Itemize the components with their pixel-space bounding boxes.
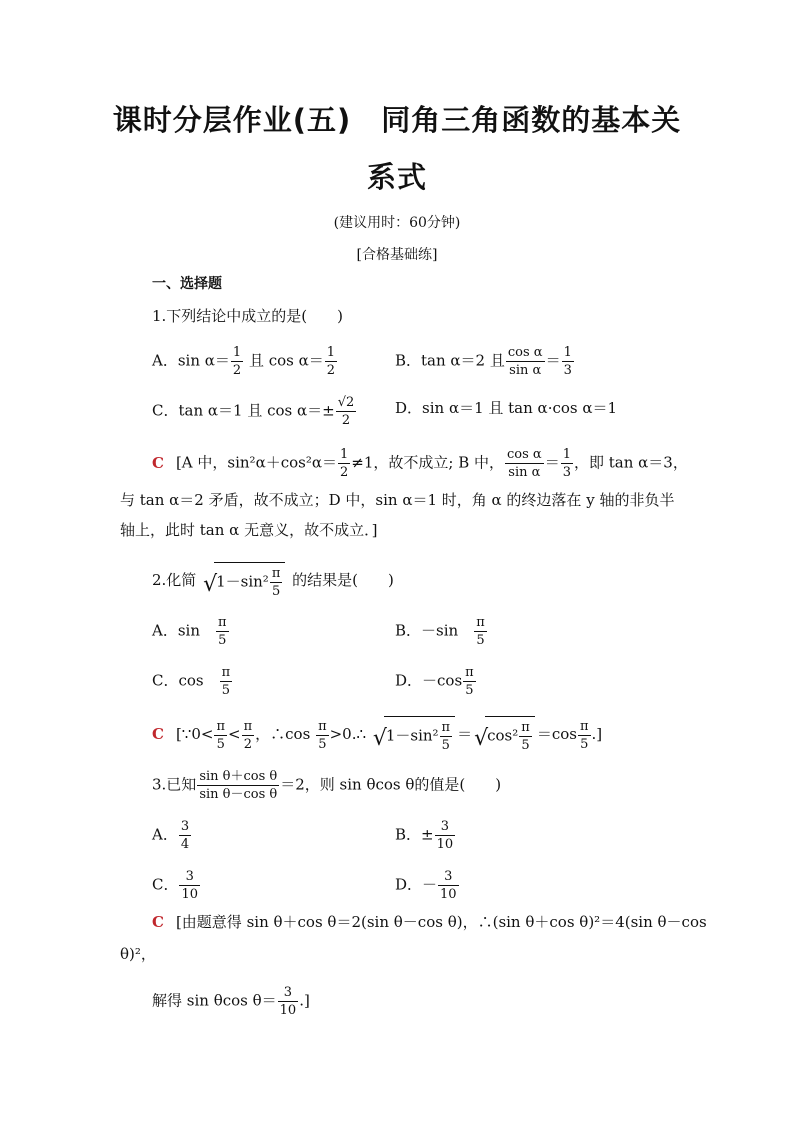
q1-explanation-line1: C [A 中，sin²α＋cos²α＝ $\frac{1}{2}$ ≠1，故不成立; B 中， $\frac{\text{cos α}}{\text{sin α}}$ ＝ $\frac{1}{3}$ ，即 tan α＝3， (152, 447, 688, 480)
q3-explanation-line2: θ)²， (120, 945, 156, 963)
q1-stem: 1.下列结论中成立的是( ) (152, 307, 344, 325)
fraction: $\frac{\pi}{5}$ (318, 718, 327, 752)
fraction: $\frac{3}{4}$ (180, 819, 190, 852)
fraction: $\frac{1}{2}$ (232, 345, 242, 378)
q3-explanation-line3: 解得 sin θcos θ＝ $\frac{3}{10}$ .] (152, 985, 310, 1018)
q2-stem: 2.化简 √ 1－sin² $\frac{\pi}{5}$ 的结果是( ) (152, 562, 394, 600)
fraction: $\frac{\text{cos α}}{\text{sin α}}$ (507, 345, 543, 378)
fraction: $\frac{3}{10}$ (181, 869, 199, 902)
q1-option-a: A．sin α＝ $\frac{1}{2}$ 且 cos α＝ $\frac{1}{2}$ (152, 345, 336, 378)
fraction: $\frac{\text{cos α}}{\text{sin α}}$ (507, 447, 542, 480)
q3-option-b: B．± $\frac{3}{10}$ (395, 819, 454, 852)
fraction: $\frac{3}{10}$ (279, 985, 297, 1018)
q3-option-a: A． $\frac{3}{4}$ (152, 819, 190, 852)
q1-option-d: D．sin α＝1 且 tan α·cos α＝1 (395, 399, 618, 417)
fraction: $\frac{\pi}{2}$ (243, 718, 253, 752)
radical: √ cos² $\frac{\pi}{5}$ (474, 716, 535, 754)
answer-letter: C (152, 913, 164, 931)
radical: √ 1－sin² $\frac{\pi}{5}$ (203, 562, 285, 600)
fraction: $\frac{3}{10}$ (440, 869, 457, 902)
fraction: $\frac{\pi}{5}$ (441, 720, 451, 753)
q3-stem: 3.已知 $\frac{\text{sin θ＋cos θ}}{\text{sin θ－cos θ}}$ ＝2，则 sin θcos θ的值是( ) (152, 769, 502, 802)
fraction: $\frac{√2}{2}$ (337, 395, 355, 428)
q1-explanation-line2: 与 tan α＝2 矛盾，故不成立；D 中，sin α＝1 时，角 α 的终边落在 y 轴的非负半 (120, 491, 675, 509)
fraction: $\frac{\pi}{5}$ (216, 718, 226, 752)
fraction: $\frac{\pi}{5}$ (221, 665, 231, 698)
fraction: $\frac{\pi}{5}$ (579, 718, 589, 752)
q3-explanation-line1: C [由题意得 sin θ＋cos θ＝2(sin θ－cos θ)，∴(sin θ＋cos θ)²＝4(sin θ－cos (152, 913, 707, 931)
q2-option-a: A．sin $\frac{\pi}{5}$ (152, 615, 227, 648)
q2-option-d: D．－cos $\frac{\pi}{5}$ (395, 665, 474, 698)
page-title-line1: 课时分层作业(五) 同角三角函数的基本关 (112, 103, 682, 137)
section-tag: [合格基础练] (356, 247, 438, 263)
fraction: $\frac{\pi}{5}$ (476, 615, 485, 648)
answer-letter: C (152, 453, 164, 472)
fraction: $\frac{1}{2}$ (339, 447, 349, 480)
radical: √ 1－sin² $\frac{\pi}{5}$ (373, 716, 455, 754)
q3-option-d: D．－ $\frac{3}{10}$ (395, 869, 457, 902)
q1-option-c: C．tan α＝1 且 cos α＝± $\frac{√2}{2}$ (152, 395, 355, 428)
answer-letter: C (152, 725, 164, 743)
q2-option-c: C．cos $\frac{\pi}{5}$ (152, 665, 231, 698)
q2-option-b: B．－sin $\frac{\pi}{5}$ (395, 615, 485, 648)
fraction: $\frac{\pi}{5}$ (271, 566, 281, 599)
fraction: $\frac{1}{3}$ (563, 345, 572, 378)
fraction: $\frac{3}{10}$ (436, 819, 454, 852)
part-heading: 一、选择题 (152, 276, 222, 292)
fraction: $\frac{\pi}{5}$ (521, 720, 530, 753)
q2-explanation: C [∵0< $\frac{\pi}{5}$ < $\frac{\pi}{2}$ ，∴cos $\frac{\pi}{5}$ >0.∴ √ 1－sin² $\frac{\pi}{5}$ ＝ √ cos² $\frac{\pi}{5}$ ＝cos $\frac{\pi}{5}$ .] (152, 716, 602, 754)
fraction: $\frac{1}{3}$ (562, 447, 571, 480)
fraction: $\frac{\pi}{5}$ (218, 615, 227, 648)
page-title-line2: 系式 (366, 160, 427, 194)
q3-option-c: C． $\frac{3}{10}$ (152, 869, 199, 902)
fraction: $\frac{1}{2}$ (326, 345, 336, 378)
fraction: $\frac{\text{sin θ＋cos θ}}{\text{sin θ－cos θ}}$ (199, 769, 278, 802)
fraction: $\frac{\pi}{5}$ (465, 665, 474, 698)
time-hint: (建议用时：60分钟) (333, 215, 461, 231)
q1-explanation-line3: 轴上，此时 tan α 无意义，故不成立．] (120, 521, 378, 539)
q1-option-b: B．tan α＝2 且 $\frac{\text{cos α}}{\text{sin α}}$ ＝ $\frac{1}{3}$ (395, 345, 572, 378)
